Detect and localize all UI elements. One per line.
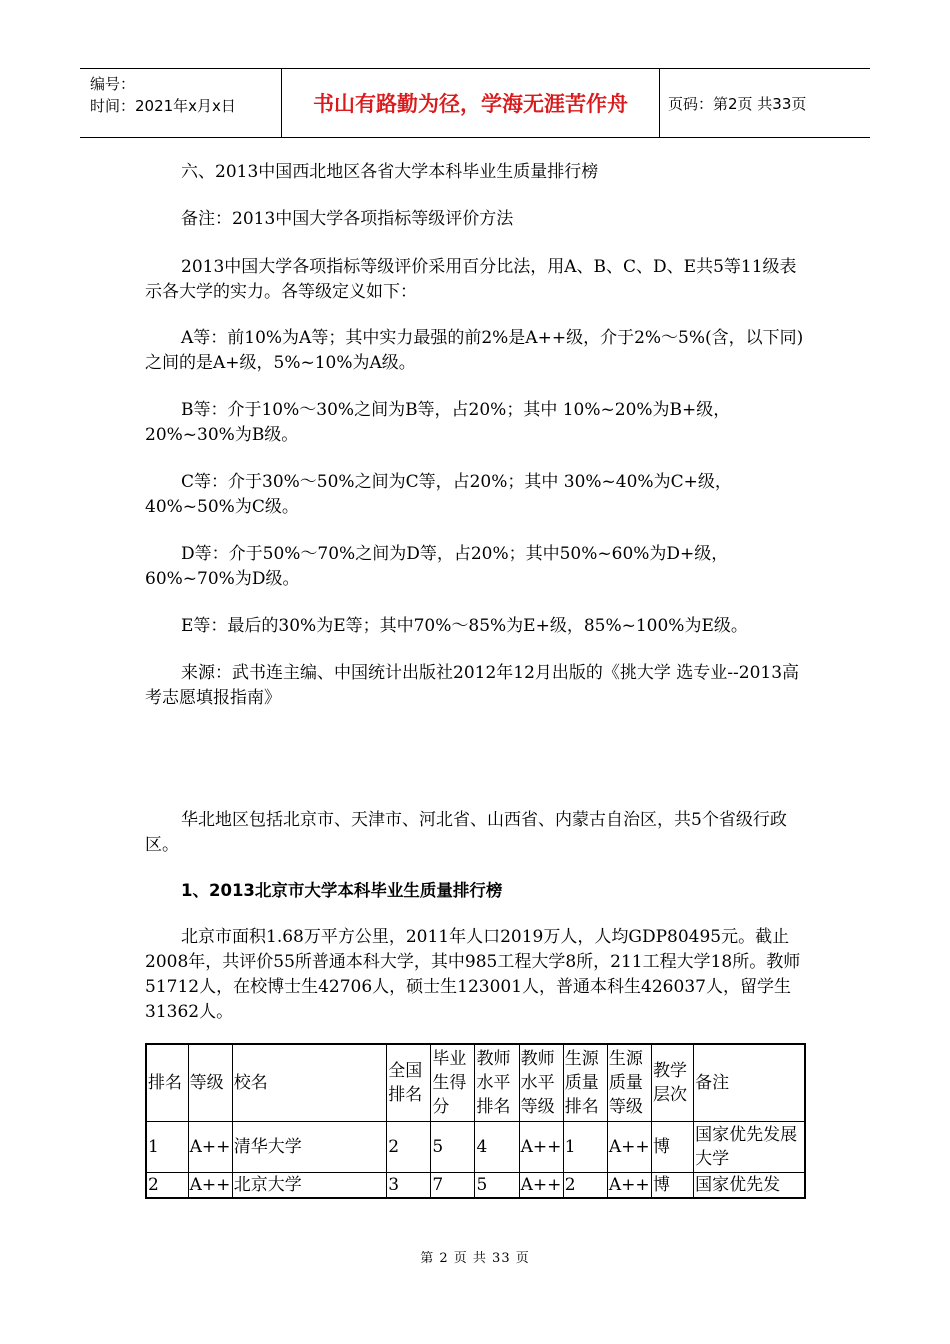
header-cell: 校名 [232,1044,386,1122]
table-cell: 5 [431,1122,475,1173]
header-meta [90,73,280,117]
method-paragraph: 2013中国大学各项指标等级评价采用百分比法，用A、B、C、D、E共5等11级表示各大学的实力。各等级定义如下： [145,257,797,302]
header-cell: 生源质量排名 [563,1044,607,1122]
grade-a-paragraph: A等：前10%为A等；其中实力最强的前2%是A++级，介于2%～5%(含，以下同)之间的是A+级，5%~10%为A级。 [145,328,804,373]
header-cell: 排名 [146,1044,188,1122]
table-cell: 3 [387,1173,431,1199]
ranking-table [145,1043,806,1199]
table-cell: A++ [607,1122,651,1173]
page-footer: 第 2 页 共 33 页 [420,1251,530,1266]
header-cell: 备注 [694,1044,805,1122]
header-cell: 教学层次 [651,1044,693,1122]
header-divider [659,69,660,137]
source-paragraph: 来源：武书连主编、中国统计出版社2012年12月出版的《挑大学 选专业--2013高考志愿填报指南》 [145,663,800,708]
table-cell: 1 [146,1122,188,1173]
table-row [146,1122,805,1173]
section-title: 六、2013中国西北地区各省大学本科毕业生质量排行榜 [181,162,599,182]
table-cell: 5 [475,1173,519,1199]
table-cell: 1 [563,1122,607,1173]
table-cell: A++ [607,1173,651,1199]
region-paragraph: 华北地区包括北京市、天津市、河北省、山西省、内蒙古自治区，共5个省级行政区。 [145,810,787,855]
table-cell: 2 [146,1173,188,1199]
header-cell: 教师水平等级 [519,1044,563,1122]
table-cell: 国家优先发展大学 [694,1122,805,1173]
table-cell: 2 [563,1173,607,1199]
beijing-stats-paragraph: 北京市面积1.68万平方公里，2011年人口2019万人，人均GDP80495元。截止2008年，共评价55所普通本科大学，其中985工程大学8所，211工程大学18所。教师51712人，在校博士生42706人，硕士生123001人，普通本科生426037人，留学生31362人。 [145,927,801,1022]
header-cell: 全国排名 [387,1044,431,1122]
table-cell: A++ [519,1173,563,1199]
table-cell: 博 [651,1173,693,1199]
table-cell: 4 [475,1122,519,1173]
table-cell: 清华大学 [232,1122,386,1173]
table-cell: 7 [431,1173,475,1199]
header-cell: 生源质量等级 [607,1044,651,1122]
table-cell: A++ [188,1173,232,1199]
header-page-number: 页码：第2页 共33页 [668,94,807,113]
document-number-label: 编号： [90,75,136,93]
header-motto: 书山有路勤为径，学海无涯苦作舟 [313,92,628,116]
table-cell: A++ [188,1122,232,1173]
note-title: 备注：2013中国大学各项指标等级评价方法 [181,209,514,229]
table-header-row [146,1044,805,1122]
table-cell: 国家优先发 [694,1173,805,1199]
header-cell: 等级 [188,1044,232,1122]
document-time-label: 时间：2021年x月x日 [90,97,236,115]
table-cell: A++ [519,1122,563,1173]
beijing-ranking-title: 1、2013北京市大学本科毕业生质量排行榜 [181,881,503,900]
grade-d-paragraph: D等：介于50%～70%之间为D等，占20%；其中50%~60%为D+级，60%~70%为D级。 [145,544,729,589]
header-cell: 毕业生得分 [431,1044,475,1122]
table-cell: 博 [651,1122,693,1173]
table-cell: 北京大学 [232,1173,386,1199]
header-cell: 教师水平排名 [475,1044,519,1122]
page-header [80,68,870,138]
grade-b-paragraph: B等：介于10%～30%之间为B等，占20%；其中 10%~20%为B+级，20%~30%为B级。 [145,400,731,445]
grade-c-paragraph: C等：介于30%～50%之间为C等，占20%；其中 30%~40%为C+级，40%~50%为C级。 [145,472,732,517]
table-cell: 2 [387,1122,431,1173]
table-row [146,1173,805,1199]
grade-e-paragraph: E等：最后的30%为E等；其中70%～85%为E+级，85%~100%为E级。 [181,616,748,636]
